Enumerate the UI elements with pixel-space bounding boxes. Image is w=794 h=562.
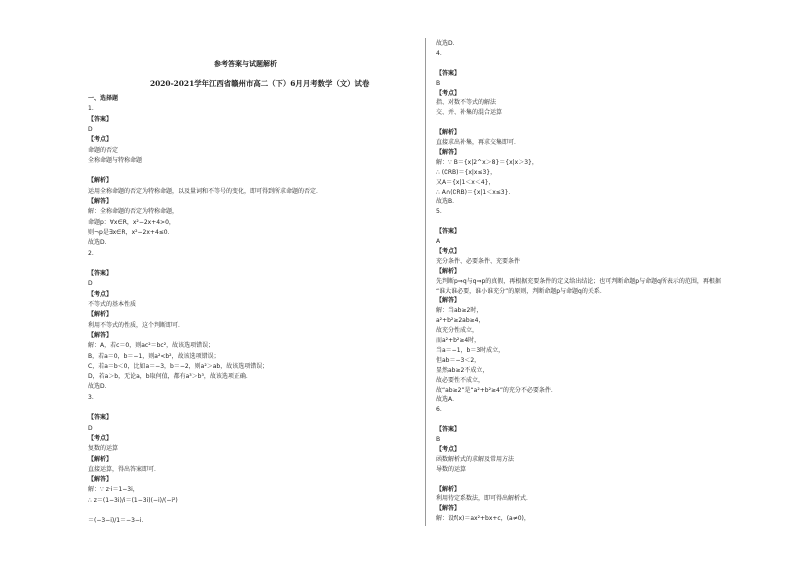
text-line: 先判断p⇒q与q⇒p的真假，再根据充要条件的定义给出结论；也可判断命题p与命题q所表示的范围，再根据 [436,277,721,285]
text-line: 但ab＝−3＜2， [436,356,481,364]
text-line: 利用待定系数法，即可得出解析式． [436,495,533,503]
text-line: 显然ab≥2不成立， [436,366,489,374]
text-line: 【答案】 [88,414,113,422]
text-line: 【解析】 [88,455,113,463]
text-line: a²+b²≥2ab≥4， [436,317,485,325]
text-line: D [88,424,93,432]
text-line: C，若a＝b＜0，比如a＝−3，b＝−2，则a²＞ab，故该选项错误； [88,362,269,370]
text-line: 【解答】 [88,331,113,339]
text-line: 【考点】 [436,89,461,97]
text-line: 直接求出补集，再求交集即可． [436,139,521,146]
text-line: A [436,238,441,245]
text-line: 6. [436,406,442,414]
text-line: 当a＝−1，b＝3时成立， [436,346,505,354]
text-line: 故选D． [88,239,111,247]
text-line: 4. [436,49,442,57]
text-line: 利用不等式的性质，这个判断即可． [88,321,185,329]
text-line: 【答案】 [436,69,461,77]
text-line: 【解析】 [88,311,113,319]
text-line: B [436,436,441,443]
text-line: D [88,125,93,133]
exam-subtitle: 2020-2021学年江西省赣州市高二（下）6月月考数学（文）试卷 [150,79,370,88]
column-divider [425,38,426,526]
text-line: ∴ (∁RB)＝{x|x≤3}， [436,168,497,176]
text-line: 解：∵ B＝{x|2^x＞8}＝{x|x＞3}， [436,158,538,166]
text-line: 故选B． [436,198,459,206]
text-line: ∴ z＝(1−3i)/i＝(1−3i)(−i)/(−i²) [88,496,178,504]
text-line: 又A＝{x|1＜x＜4}， [436,178,495,186]
text-line: 解：当ab≥2时， [436,307,483,315]
text-line: 【答案】 [88,115,113,123]
text-line: 【解析】 [436,485,461,493]
text-line: 解：设f(x)＝ax²+bx+c，(a≠0)， [436,515,530,523]
text-line: 【答案】 [88,270,113,278]
text-line: 直接运算，得出答案即可． [88,465,161,473]
text-line: 则¬p是∃x∈R，x²−2x+4≤0． [88,228,174,236]
text-line: 故“ab≥2”是“a²+b²≥4”的充分不必要条件． [436,386,557,394]
text-line: 故选D． [436,40,459,47]
text-line: 导数的运算 [436,465,467,473]
text-line: 3. [88,393,94,401]
text-line: 故选D． [88,383,111,391]
text-line: 2. [88,249,94,257]
text-line: 交、并、补集的混合运算 [436,109,503,117]
text-line: 故充分性成立， [436,327,479,335]
text-line: B [436,79,441,87]
text-line: 指、对数不等式的解法 [436,99,497,107]
text-line: 【考点】 [88,434,113,442]
text-line: 充分条件、必要条件、充要条件 [436,257,521,265]
text-line: 【解答】 [436,505,461,513]
text-line: 【考点】 [88,290,113,298]
text-line: D，若a＞b，无论a，b取何值，都有a³＞b³，故该选项正确． [88,373,252,381]
text-line: 1. [88,105,94,113]
text-line: 【解答】 [436,148,461,156]
text-line: 故必要性不成立， [436,376,485,384]
text-line: 【解答】 [436,297,461,305]
text-line: B，若a＝0，b＝−1，则a²<b²，故该选项错误； [88,352,220,360]
text-line: 不等式的基本性质 [88,301,137,308]
text-line: ∴ A∩(∁RB)＝{x|1＜x≤3}． [436,188,515,196]
text-line: ＝(−3−i)/1＝−3−i． [88,517,148,525]
text-line: 函数解析式的求解及常用方法 [436,455,515,463]
text-line: 故选A． [436,396,459,404]
text-line: 【解答】 [88,198,113,205]
text-line: 一、选择题 [88,95,119,102]
text-line: 全称命题与特称命题 [88,156,143,164]
text-line: 命题p：∀x∈R，x²−2x+4>0， [88,218,175,226]
text-line: 【考点】 [88,136,113,144]
text-line: 【解析】 [436,267,461,275]
page-title: 参考答案与试题解析 [214,59,277,68]
text-line: “谁大谁必要，谁小谁充分”的原则，判断命题p与命题q的关系． [436,287,606,295]
text-line: 【解答】 [88,476,113,484]
text-line: 【考点】 [436,445,461,453]
text-line: 解：A，若c＝0，则ac²＝bc²，故该选项错误； [88,342,215,350]
text-line: 【答案】 [436,228,461,236]
text-line: 【解析】 [88,177,113,185]
text-line: 解：全称命题的否定为特称命题， [88,208,179,216]
text-line: 而a²+b²≥4时， [436,337,481,344]
text-line: 【解析】 [436,129,461,137]
text-line: 解：∵ z·i＝1−3i， [88,486,139,494]
text-line: 命题的否定 [88,146,119,154]
text-line: D [88,280,93,288]
text-line: 运用全称命题的否定为特称命题，以及量词和不等号的变化，即可得到所求命题的否定． [88,187,323,195]
text-line: 【答案】 [436,426,461,434]
text-line: 【考点】 [436,247,461,255]
text-line: 5. [436,208,442,216]
text-line: 复数的运算 [88,445,119,453]
